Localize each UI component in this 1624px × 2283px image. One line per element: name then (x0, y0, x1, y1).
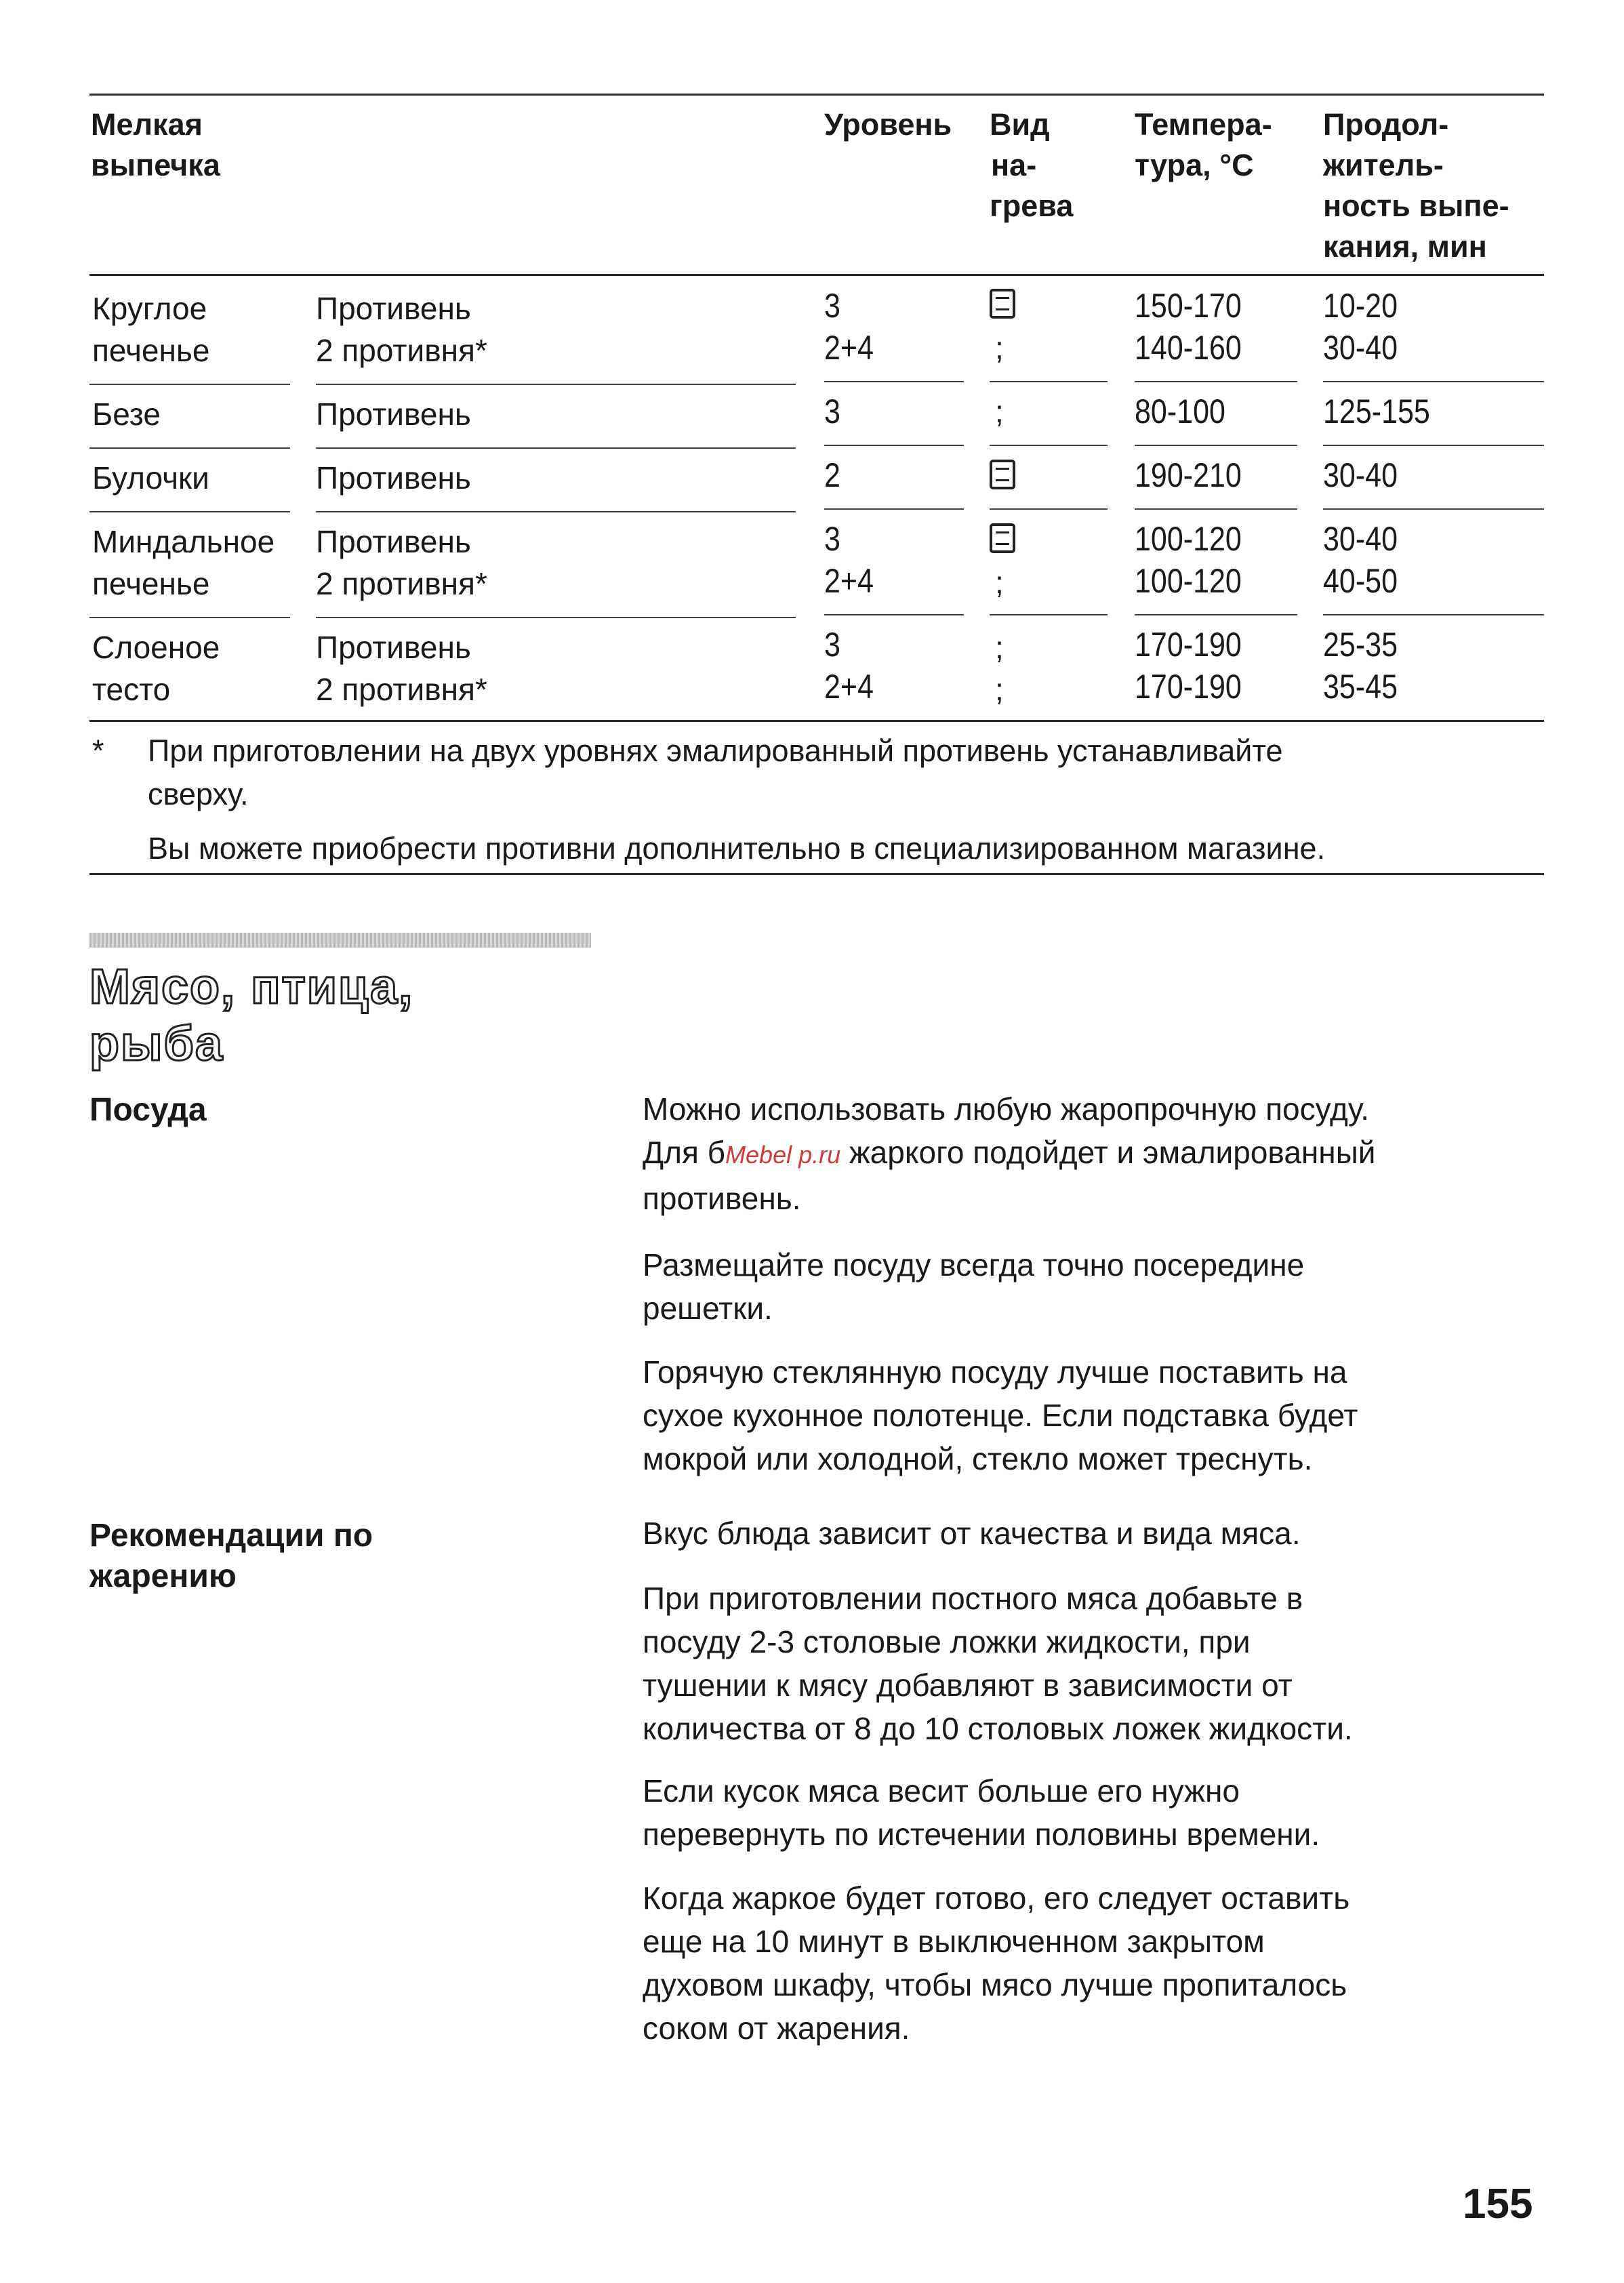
table-row-level: 3 2+4 (824, 626, 874, 706)
table-row-level: 3 (824, 392, 840, 430)
footnote-2: Вы можете приобрести противни дополнительно в специализированном магазине. (148, 831, 1326, 866)
header-heat-line: на- (991, 148, 1037, 182)
row-divider (316, 617, 796, 618)
hot-air-mode-symbol: ; (995, 394, 1004, 429)
top-bottom-heat-icon (990, 523, 1015, 553)
table-row-tray: Противень 2 противня* (316, 291, 487, 368)
header-dish-line: выпечка (91, 148, 220, 182)
table-row-dish: Круглое печенье (92, 291, 210, 368)
table-row-duration: 125-155 (1323, 392, 1430, 430)
row-divider (824, 508, 964, 510)
table-row-tray: Противень 2 противня* (316, 630, 487, 707)
header-duration-line: Продол- (1323, 107, 1449, 142)
header-heat-line: грева (990, 188, 1074, 223)
row-divider (1323, 445, 1544, 446)
footnote-bottom-rule (89, 873, 1544, 875)
header-duration (1323, 104, 1509, 267)
cookware-paragraph-1: Можно использовать любую жаропрочную посуду. Для бMebel p.ru жаркого подойдет и эмалированный противень. (643, 1091, 1376, 1216)
row-divider (824, 381, 964, 382)
section-title: Мясо, птица, рыба (89, 960, 414, 1071)
cookware-paragraph-2: Размещайте посуду всегда точно посередине решетки. (643, 1247, 1305, 1326)
table-top-rule (89, 94, 1544, 96)
row-divider (316, 511, 796, 512)
page-number: 155 (1463, 2181, 1533, 2227)
row-divider (89, 511, 290, 512)
table-row-duration: 30-40 (1323, 456, 1398, 494)
table-row-dish: Булочки (92, 460, 209, 496)
table-row-level: 2 (824, 456, 840, 494)
row-divider (990, 445, 1108, 446)
header-bottom-rule (89, 274, 1544, 276)
header-level: Уровень (824, 107, 952, 142)
header-temp-line: Темпера- (1135, 107, 1272, 142)
row-divider (1135, 381, 1297, 382)
row-divider (990, 381, 1108, 382)
table-row-temp: 100-120 100-120 (1135, 520, 1242, 600)
row-divider (990, 614, 1108, 615)
table-row-temp: 190-210 (1135, 456, 1242, 494)
header-duration-line: кания, мин (1323, 229, 1487, 264)
table-row-level: 3 2+4 (824, 520, 874, 600)
table-row-duration: 25-35 35-45 (1323, 626, 1398, 706)
table-row-temp: 80-100 (1135, 392, 1225, 430)
roasting-paragraph-4: Когда жаркое будет готово, его следует оставить еще на 10 минут в выключенном закрытом духовом шкафу, чтобы мясо лучше пропиталось соком от жарения. (643, 1880, 1350, 2046)
heading-cookware: Посуда (89, 1092, 207, 1128)
table-row-tray: Противень (316, 460, 471, 496)
header-duration-line: житель- (1323, 148, 1444, 182)
section-decorative-bar (89, 933, 591, 948)
hot-air-mode-symbol: ; (995, 630, 1004, 665)
table-row-temp: 150-170 140-160 (1135, 287, 1242, 367)
row-divider (1135, 445, 1297, 446)
header-dish (91, 104, 220, 186)
footnote-1: При приготовлении на двух уровнях эмалированный противень устанавливайте сверху. (148, 733, 1283, 811)
header-duration-line: ность выпе- (1323, 188, 1509, 223)
table-row-dish: Миндальное печенье (92, 524, 275, 601)
roasting-paragraph-1: Вкус блюда зависит от качества и вида мяса. (643, 1516, 1301, 1551)
table-row-duration: 30-40 40-50 (1323, 520, 1398, 600)
row-divider (824, 614, 964, 615)
row-divider (316, 384, 796, 385)
cookware-paragraph-3: Горячую стеклянную посуду лучше поставить на сухое кухонное полотенце. Если подставка будет мокрой или холодной, стекло может треснуть. (643, 1354, 1358, 1476)
table-row-dish: Слоеное тесто (92, 630, 220, 707)
row-divider (1323, 381, 1544, 382)
table-row-tray: Противень 2 противня* (316, 524, 487, 601)
row-divider (1323, 508, 1544, 510)
header-temp-line: тура, °C (1135, 148, 1254, 182)
row-divider (316, 447, 796, 449)
roasting-paragraph-2: При приготовлении постного мяса добавьте в посуду 2-3 столовые ложки жидкости, при тушении к мясу добавляют в зависимости от количества от 8 до 10 столовых ложек жидкости. (643, 1581, 1353, 1746)
table-row-dish: Безе (92, 397, 161, 432)
table-row-duration: 10-20 30-40 (1323, 287, 1398, 367)
heading-roasting-recommendations: Рекомендации по жарению (89, 1518, 373, 1594)
footnote-star: * (92, 733, 104, 768)
row-divider (1323, 614, 1544, 615)
table-bottom-rule (89, 720, 1544, 722)
header-heat-line: Вид (990, 107, 1050, 142)
hot-air-mode-symbol: ; (995, 672, 1004, 707)
hot-air-mode-symbol: ; (995, 330, 1004, 365)
row-divider (89, 617, 290, 618)
header-dish-line: Мелкая (91, 107, 203, 142)
row-divider (1135, 614, 1297, 615)
row-divider (990, 508, 1108, 510)
watermark: Mebel p.ru (725, 1141, 841, 1169)
table-row-tray: Противень (316, 397, 471, 432)
row-divider (89, 447, 290, 449)
row-divider (1135, 508, 1297, 510)
row-divider (89, 384, 290, 385)
table-row-temp: 170-190 170-190 (1135, 626, 1242, 706)
header-temperature (1135, 104, 1272, 186)
top-bottom-heat-icon (990, 289, 1015, 319)
roasting-paragraph-3: Если кусок мяса весит больше его нужно перевернуть по истечении половины времени. (643, 1773, 1320, 1852)
row-divider (824, 445, 964, 446)
top-bottom-heat-icon (990, 460, 1015, 489)
table-row-level: 3 2+4 (824, 287, 874, 367)
header-heat (990, 104, 1073, 226)
hot-air-mode-symbol: ; (995, 565, 1004, 600)
